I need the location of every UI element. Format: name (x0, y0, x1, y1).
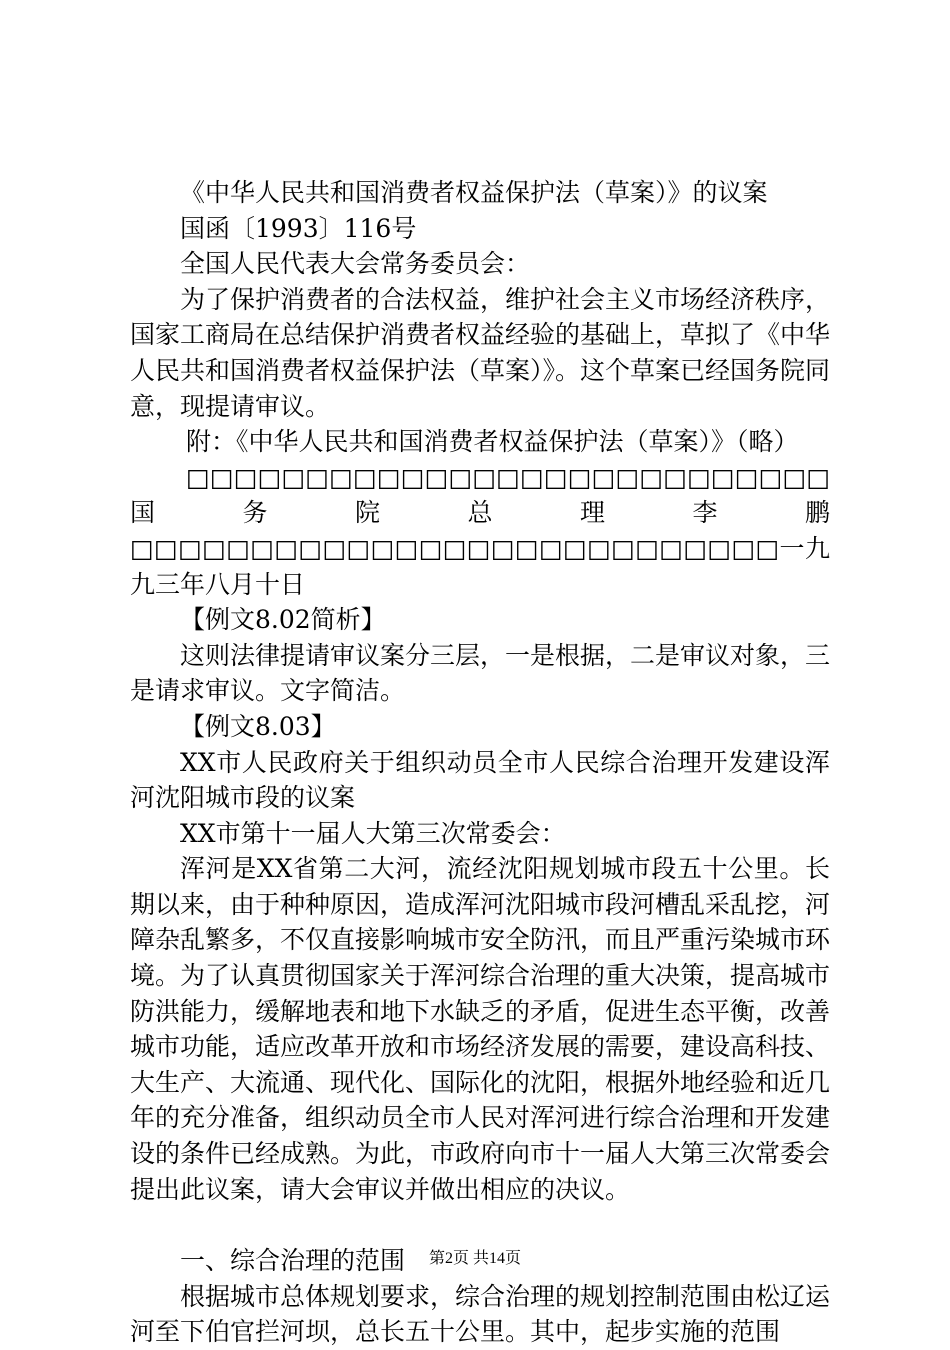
body-paragraph: 根据城市总体规划要求，综合治理的规划控制范围由松辽运河至下伯官拦河坝，总长五十公里。其中，起步实施的范围 (130, 1281, 831, 1347)
paragraph-gap (130, 1207, 830, 1243)
attachment-note: 附：《中华人民共和国消费者权益保护法（草案）》（略） (186, 427, 799, 457)
addressee: 全国人民代表大会常务委员会： (180, 249, 531, 279)
body-paragraph: 为了保护消费者的合法权益，维护社会主义市场经济秩序，国家工商局在总结保护消费者权益经验的基础上，草拟了《中华人民共和国消费者权益保护法（草案）》。这个草案已经国务院同意，现提请审议。 (130, 284, 831, 421)
section-heading: 一、综合治理的范围 (180, 1246, 406, 1276)
document-body (130, 175, 830, 1350)
addressee: XX市第十一届人大第三次常委会： (180, 818, 566, 848)
document-number: 国函〔1993〕116号 (180, 213, 417, 243)
proposal-title: XX市人民政府关于组织动员全市人民综合治理开发建设浑河沈阳城市段的议案 (130, 747, 830, 813)
section-heading: 【例文8.02简析】 (180, 605, 386, 635)
body-paragraph: 这则法律提请审议案分三层，一是根据，二是审议对象，三是请求审议。文字简洁。 (130, 640, 831, 706)
page-footer: 第2页 共14页 (428, 1250, 521, 1267)
signature-line: □□□□□□□□□□□□□□□□□□□□□□□□□□□国务院总理李鹏□□□□□□□□□□□□□□□□□□□□□□□□□□□一九九三年八月十日 (130, 462, 830, 599)
proposal-title: 《中华人民共和国消费者权益保护法（草案）》的议案 (180, 178, 768, 207)
body-paragraph: 浑河是XX省第二大河，流经沈阳规划城市段五十公里。长期以来，由于种种原因，造成浑河沈阳城市段河槽乱采乱挖，河障杂乱繁多，不仅直接影响城市安全防汛，而且严重污染城市环境。为了认真贯彻国家关于浑河综合治理的重大决策，提高城市防洪能力，缓解地表和地下水缺乏的矛盾，促进生态平衡，改善城市功能，适应改革开放和市场经济发展的需要，建设高科技、大生产、大流通、现代化、国际化的沈阳，根据外地经验和近几年的充分准备，组织动员全市人民对浑河进行综合治理和开发建设的条件已经成熟。为此，市政府向市十一届人大第三次常委会提出此议案，请大会审议并做出相应的决议。 (130, 854, 831, 1204)
section-heading: 【例文8.03】 (180, 711, 336, 741)
